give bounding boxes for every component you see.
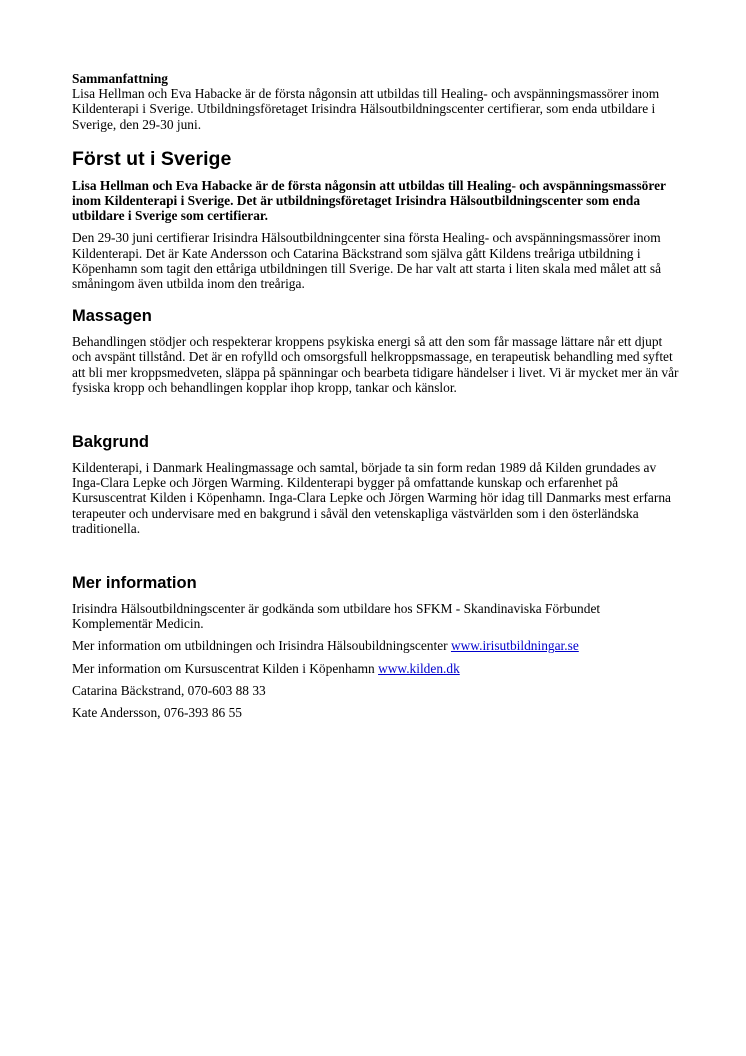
contact-kate: Kate Andersson, 076-393 86 55 xyxy=(72,705,242,721)
iris-info-line xyxy=(72,638,682,653)
bakgrund-body: Kildenterapi, i Danmark Healingmassage och samtal, började ta sin form redan 1989 då Kilden grundades av Inga-Clara Lepke och Jörgen Warming. Kildenterapi bygger på omfattande kunskap och erfarenhet på Kursuscentrat Kilden i Köpenhamn. Inga-Clara Lepke och Jörgen Warming hör idag till Danmarks mest erfarna terapeuter och undervisare med en bakgrund i såväl den vetenskapliga västvärlden som i den österländska traditionella. xyxy=(72,460,671,536)
lead-paragraph: Lisa Hellman och Eva Habacke är de första någonsin att utbildas till Healing- och avspänningsmassörer inom Kildenterapi i Sverige. Det är utbildningsföretaget Irisindra Hälsoutbildningscenter som enda utbildare i Sverige som certifierar. xyxy=(72,177,666,224)
kilden-link[interactable]: www.kilden.dk xyxy=(378,660,460,676)
summary-text: Lisa Hellman och Eva Habacke är de första någonsin att utbildas till Healing- och avspänningsmassörer inom Kildenterapi i Sverige. Utbildningsföretaget Irisindra Hälsoutbildningscenter certifierar, som enda utbildare i Sverige, den 29-30 juni. xyxy=(72,86,660,132)
kilden-info-line xyxy=(72,661,682,676)
info-section xyxy=(72,601,682,720)
contact-catarina: Catarina Bäckstrand, 070-603 88 33 xyxy=(72,682,266,698)
summary-title: Sammanfattning xyxy=(72,71,168,86)
kilden-info-text: Mer information om Kursuscentrat Kilden i Köpenhamn xyxy=(72,660,379,676)
approval-text: Irisindra Hälsoutbildningscenter är godkända som utbildare hos SFKM - Skandinaviska Förbundet Komplementär Medicin. xyxy=(72,601,601,632)
info-heading: Mer information xyxy=(72,574,197,593)
main-body: Den 29-30 juni certifierar Irisindra Hälsoutbildningcenter sina första Healing- och avspänningsmassörer inom Kildenterapi. Det är Kate Andersson och Catarina Bäckstrand som själva gått Kildens treåriga utbildning i Köpenhamn som tagit den ettåriga utbildningen till Sverige. De har valt att starta i liten skala med målet att så småningom även utbilda inom den treåriga. xyxy=(72,230,662,292)
iris-link[interactable]: www.irisutbildningar.se xyxy=(450,638,579,654)
document-page xyxy=(72,71,682,727)
main-heading: Först ut i Sverige xyxy=(72,147,232,170)
bakgrund-heading: Bakgrund xyxy=(72,433,150,452)
massagen-body: Behandlingen stödjer och respekterar kroppens psykiska energi så att den som får massage lättare når ett djupt och avspänt tillstånd. Det är en rofylld och omsorgsfull helkroppsmassage, en terapeutisk behandling med syftet att bli mer kroppsmedveten, släppa på spänningar och bearbeta tidigare händelser i livet. Vi är mycket mer än vår fysiska kropp och behandlingen kopplar ihop kropp, tankar och känslor. xyxy=(72,334,679,395)
iris-info-text: Mer information om utbildningen och Irisindra Hälsoubildningscenter xyxy=(72,638,451,654)
massagen-heading: Massagen xyxy=(72,307,152,326)
